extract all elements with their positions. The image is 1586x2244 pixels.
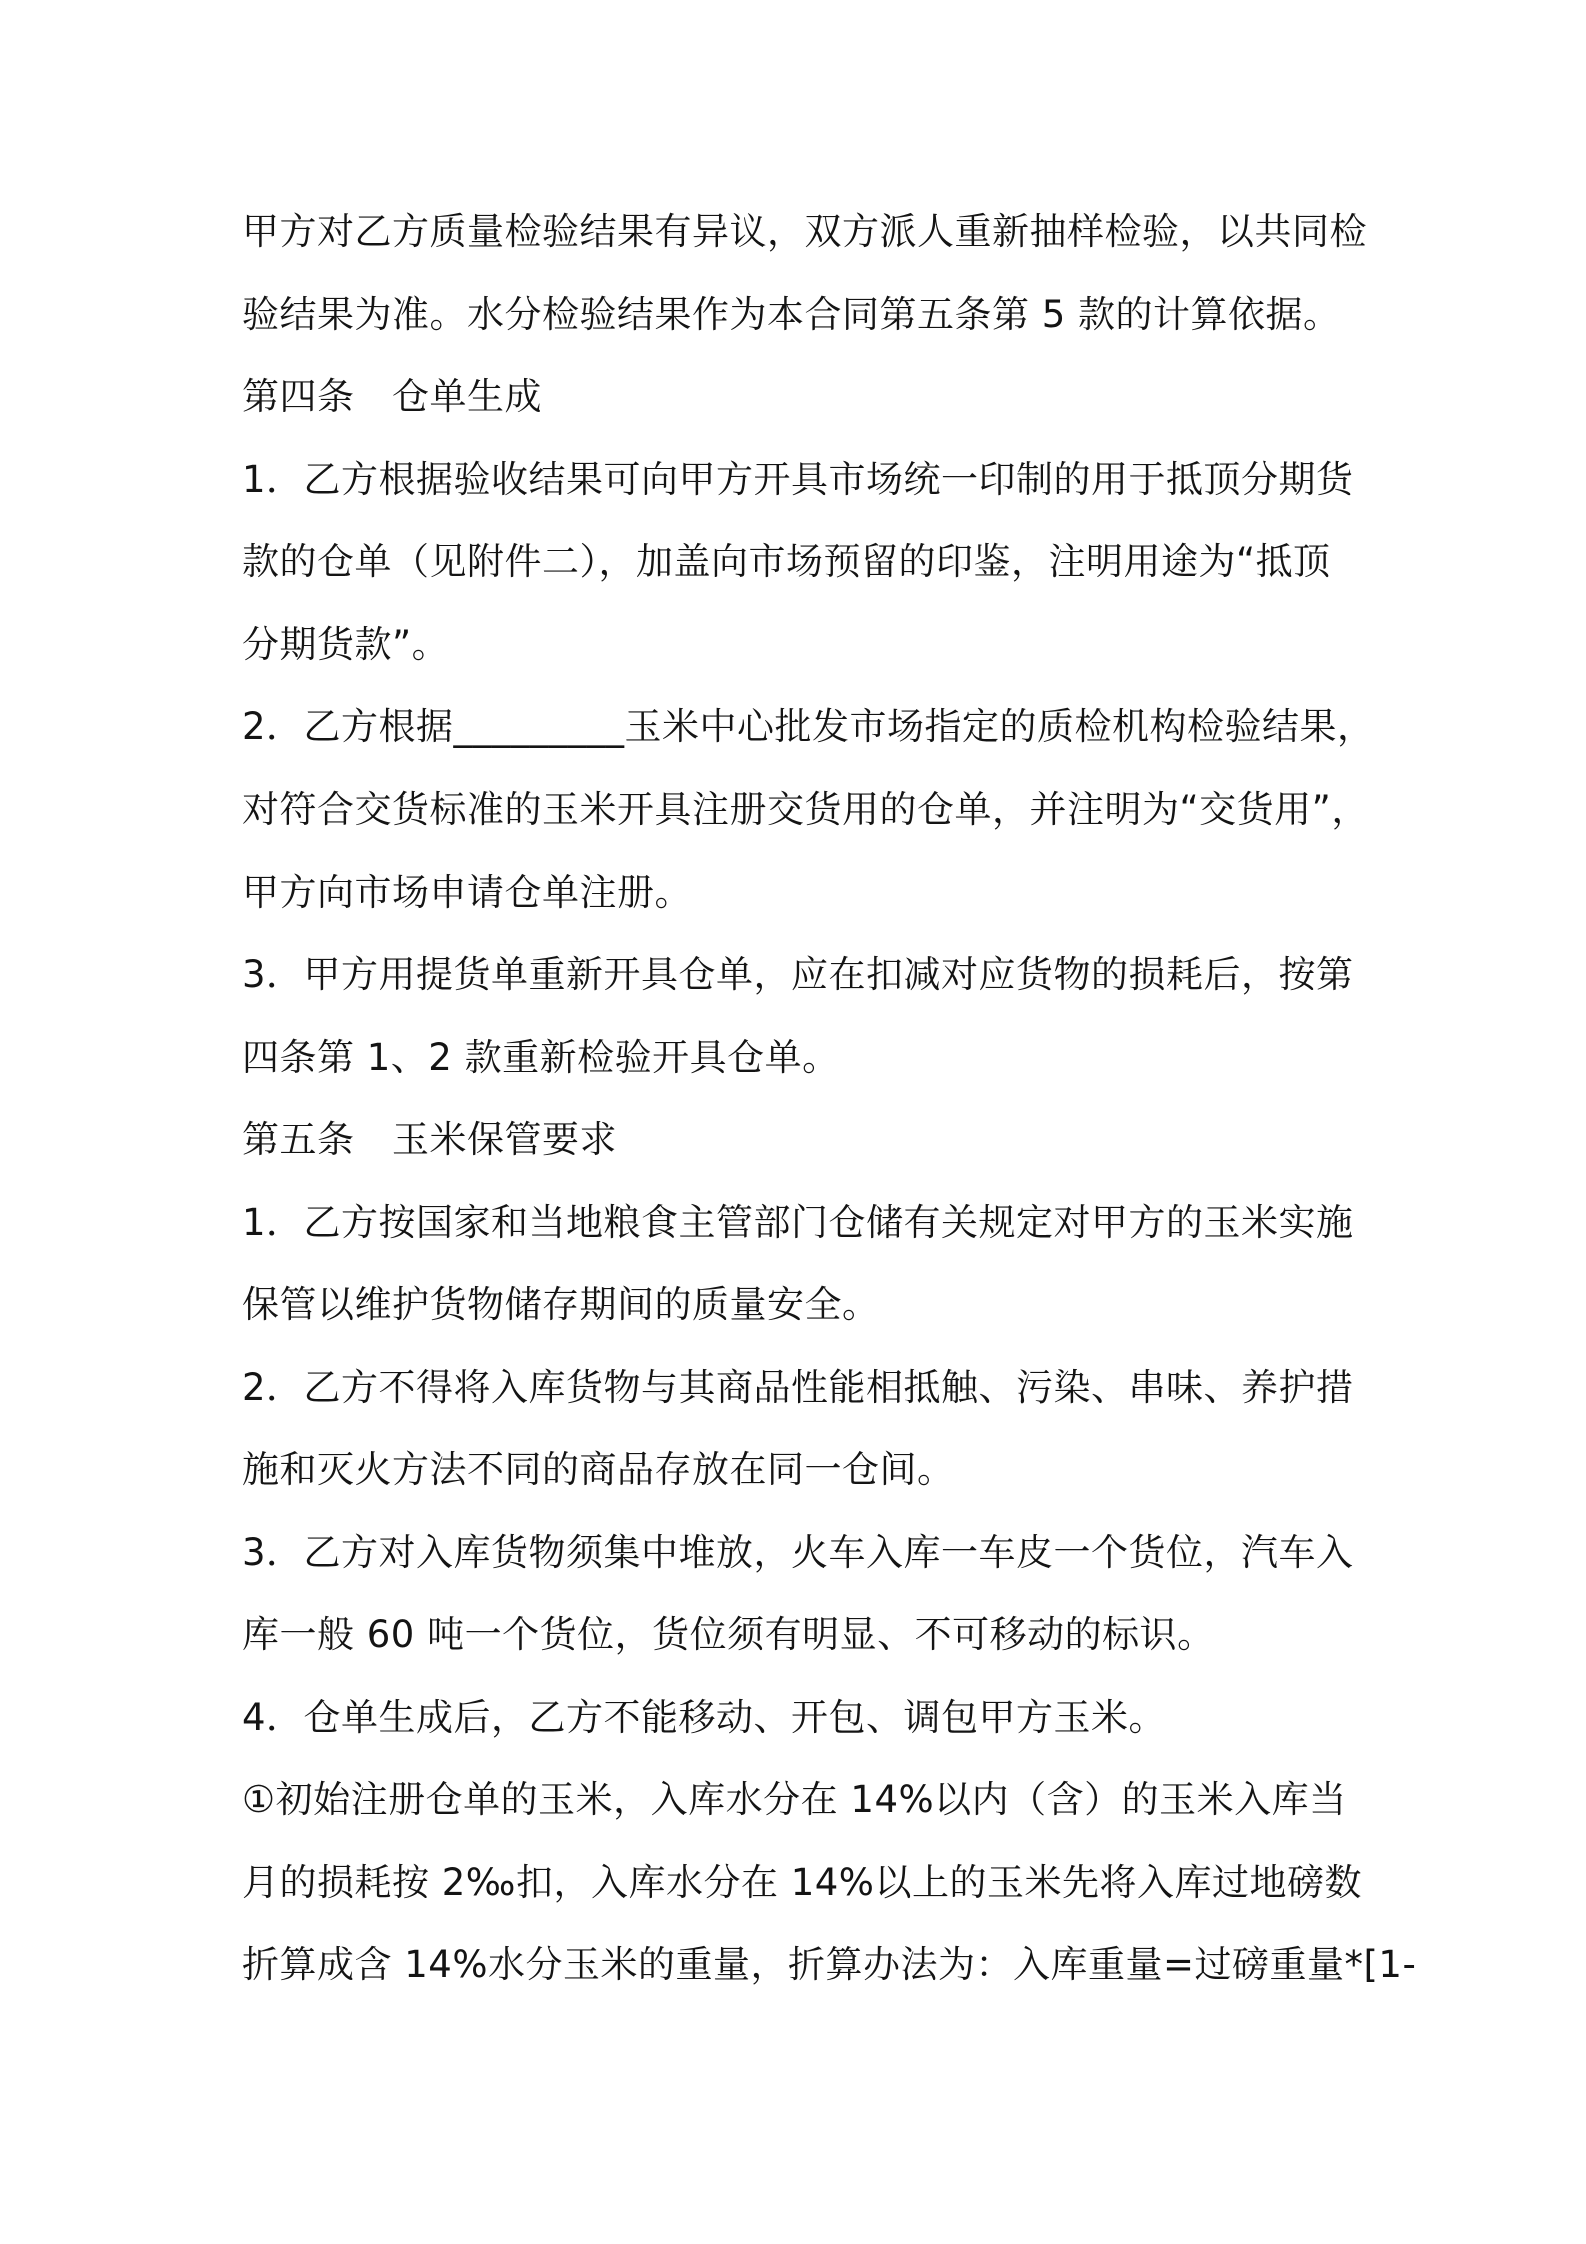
article-heading: 第五条 玉米保管要求 [242,1118,617,1161]
text-line: 验结果为准。水分检验结果作为本合同第五条第 5 款的计算依据。 [242,293,1341,336]
text-line: 3．甲方用提货单重新开具仓单，应在扣减对应货物的损耗后，按第 [242,953,1354,996]
text-line: 甲方向市场申请仓单注册。 [242,871,692,914]
text-line: 2．乙方不得将入库货物与其商品性能相抵触、污染、串味、养护措 [242,1366,1354,1409]
text-line: 库一般 60 吨一个货位，货位须有明显、不可移动的标识。 [242,1613,1215,1656]
text-line: 1．乙方按国家和当地粮食主管部门仓储有关规定对甲方的玉米实施 [242,1201,1354,1244]
text-line: 对符合交货标准的玉米开具注册交货用的仓单，并注明为“交货用”， [242,788,1369,831]
text-line: 保管以维护货物储存期间的质量安全。 [242,1283,880,1326]
text-line: 月的损耗按 2‰扣，入库水分在 14%以上的玉米先将入库过地磅数 [242,1861,1362,1904]
text-line: 分期货款”。 [242,623,450,666]
text-line: 3．乙方对入库货物须集中堆放，火车入库一车皮一个货位，汽车入 [242,1531,1354,1574]
text-line: 4．仓单生成后，乙方不能移动、开包、调包甲方玉米。 [242,1696,1167,1739]
text-line: 施和灭火方法不同的商品存放在同一仓间。 [242,1448,955,1491]
article-heading: 第四条 仓单生成 [242,375,542,418]
text-line: ①初始注册仓单的玉米，入库水分在 14%以内（含）的玉米入库当 [242,1778,1347,1821]
text-line: 款的仓单（见附件二），加盖向市场预留的印鉴，注明用途为“抵顶 [242,540,1331,583]
text-line: 甲方对乙方质量检验结果有异议，双方派人重新抽样检验，以共同检 [242,210,1367,253]
text-line: 1．乙方根据验收结果可向甲方开具市场统一印制的用于抵顶分期货 [242,458,1354,501]
text-line: 折算成含 14%水分玉米的重量，折算办法为：入库重量=过磅重量*[1- [242,1943,1417,1986]
text-line: 四条第 1、2 款重新检验开具仓单。 [242,1036,840,1079]
text-line: 2．乙方根据_________玉米中心批发市场指定的质检机构检验结果， [242,705,1375,748]
